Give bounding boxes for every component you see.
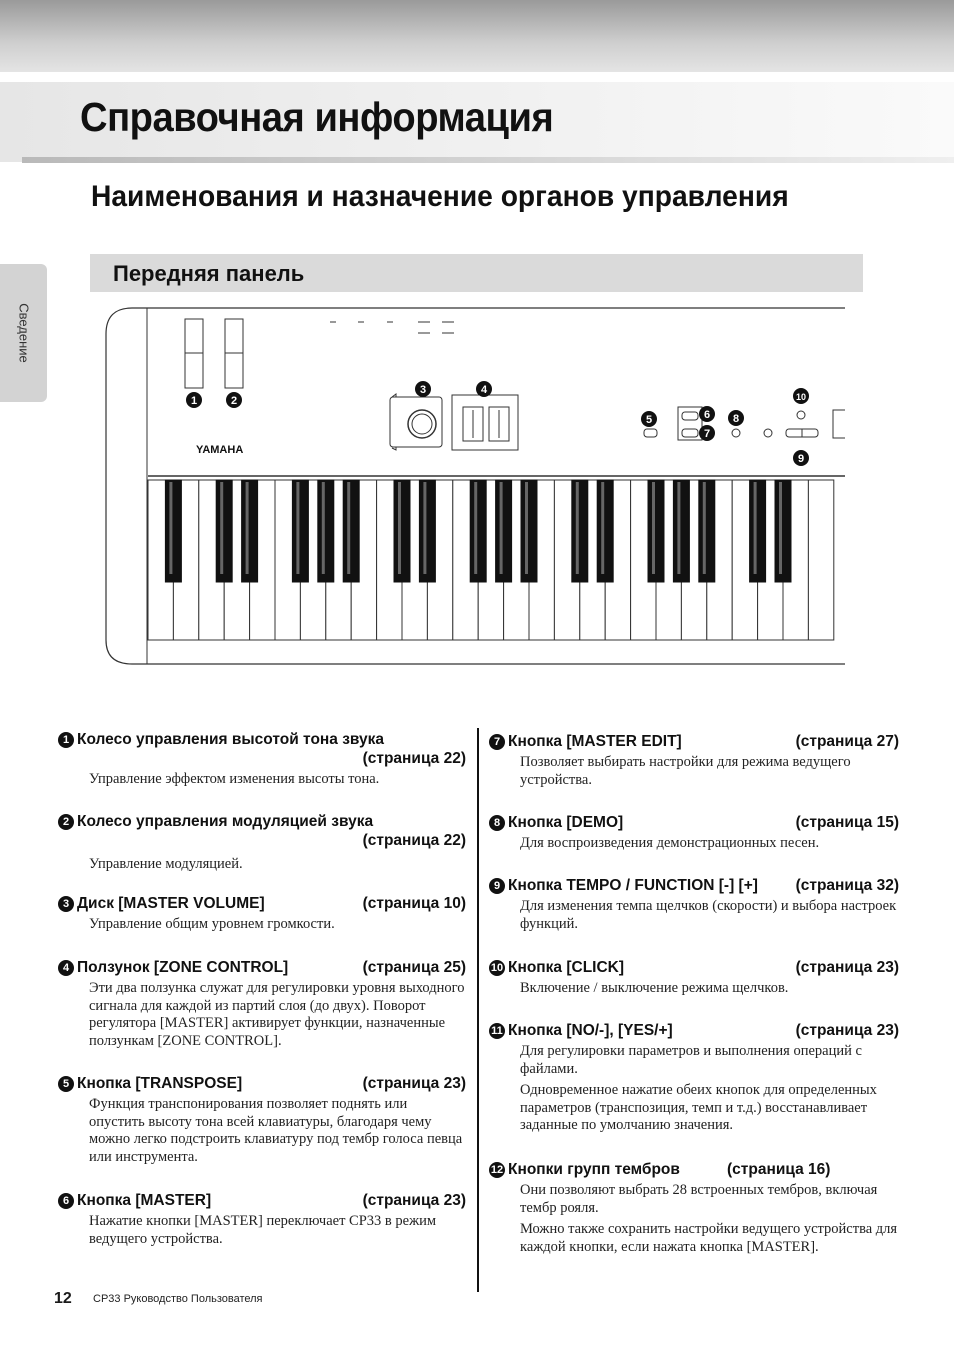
item-text: Позволяет выбирать настройки для режима ведущего устройства.	[520, 754, 851, 788]
item-number: 10	[490, 962, 504, 974]
item-text: Управление модуляцией.	[89, 856, 243, 872]
svg-text:8: 8	[732, 413, 740, 425]
header-band	[0, 0, 954, 72]
item-zone-control	[58, 958, 466, 1050]
item-page: (страница 25)	[362, 959, 466, 976]
item-demo	[489, 813, 899, 853]
black-key-shine	[296, 482, 299, 574]
title-rule	[22, 157, 954, 163]
item-number: 4	[58, 960, 74, 976]
side-tab	[0, 264, 47, 402]
black-key-shine	[652, 482, 655, 574]
svg-text:10: 10	[795, 392, 807, 402]
front-panel-diagram	[100, 300, 845, 670]
black-key	[242, 480, 258, 582]
black-key	[470, 480, 486, 582]
item-master	[58, 1191, 466, 1248]
column-divider	[477, 728, 479, 1292]
black-key	[419, 480, 435, 582]
callout-5	[641, 411, 657, 427]
black-key-shine	[347, 482, 350, 574]
item-number: 9	[489, 878, 505, 894]
item-tempo-function	[489, 876, 899, 933]
white-key	[808, 480, 833, 640]
callout-3	[415, 381, 431, 397]
keyboard	[148, 476, 845, 640]
item-number: 12	[490, 1164, 504, 1176]
svg-text:3: 3	[419, 384, 427, 396]
black-key-shine	[576, 482, 579, 574]
item-title: Кнопка [NO/-], [YES/+]	[508, 1022, 673, 1039]
footer-text: CP33 Руководство Пользователя	[93, 1293, 263, 1305]
item-title: Диск [MASTER VOLUME]	[77, 895, 265, 912]
svg-text:5: 5	[645, 414, 653, 426]
callout-9	[793, 450, 809, 466]
black-key-shine	[474, 482, 477, 574]
item-title: Ползунок [ZONE CONTROL]	[77, 959, 289, 976]
subsection-heading: Передняя панель	[113, 261, 305, 286]
black-key-shine	[500, 482, 503, 574]
item-text: Управление общим уровнем громкости.	[89, 916, 335, 932]
svg-text:4: 4	[480, 384, 488, 396]
black-key-shine	[246, 482, 249, 574]
black-key	[673, 480, 689, 582]
svg-text:6: 6	[703, 409, 711, 421]
black-key-shine	[322, 482, 325, 574]
item-text: Эти два ползунка служат для регулировки уровня выходного сигнала для каждой из партий слоя (до двух). Поворот регулятора [MASTER] активирует функции, назначенные ползункам [ZONE CONTROL].	[89, 980, 465, 1049]
item-text: Для воспроизведения демонстрационных песен.	[520, 835, 820, 851]
item-page: (страница 22)	[362, 832, 466, 849]
side-tab-label: Сведение	[16, 303, 31, 363]
item-text: Функция транспонирования позволяет поднять или опустить высоту тона всей клавиатуры, благодаря чему можно легко подстроить клавиатуру под тембр голоса певца или инструмента.	[89, 1096, 463, 1165]
black-key-shine	[169, 482, 172, 574]
item-no-yes	[489, 1021, 899, 1135]
callout-6	[699, 406, 715, 422]
yamaha-logo: YAMAHA	[196, 444, 244, 456]
item-page: (страница 15)	[795, 814, 899, 831]
item-number: 2	[58, 814, 74, 830]
svg-text:2: 2	[230, 395, 238, 407]
section-heading: Наименования и назначение органов управления	[91, 180, 789, 213]
callout-8	[728, 410, 744, 426]
item-title: Кнопка [DEMO]	[508, 814, 624, 831]
black-key-shine	[703, 482, 706, 574]
item-text: Для регулировки параметров и выполнения операций с файлами.	[520, 1043, 862, 1077]
item-page: (страница 23)	[362, 1192, 466, 1209]
black-key	[775, 480, 791, 582]
item-modulation	[58, 812, 466, 874]
item-title: Кнопки групп тембров	[508, 1161, 680, 1178]
black-key	[343, 480, 359, 582]
item-text: Нажатие кнопки [MASTER] переключает CP33 в режим ведущего устройства.	[89, 1213, 437, 1247]
black-key	[699, 480, 715, 582]
black-key	[165, 480, 181, 582]
black-key	[648, 480, 664, 582]
black-key	[521, 480, 537, 582]
black-key-shine	[423, 482, 426, 574]
item-title: Колесо управления модуляцией звука	[77, 813, 374, 830]
svg-text:9: 9	[797, 453, 805, 465]
item-number: 5	[58, 1076, 74, 1092]
black-key	[597, 480, 613, 582]
page-title: Справочная информация	[80, 94, 554, 140]
black-key	[572, 480, 588, 582]
black-key-shine	[779, 482, 782, 574]
callout-10	[793, 388, 809, 404]
item-click	[489, 958, 899, 998]
item-master-edit	[489, 732, 899, 789]
callout-2	[226, 392, 242, 408]
item-title: Колесо управления высотой тона звука	[77, 731, 385, 748]
item-title: Кнопка [TRANSPOSE]	[77, 1075, 243, 1092]
svg-text:7: 7	[703, 428, 711, 440]
transpose-button	[644, 429, 657, 437]
item-page: (страница 32)	[795, 877, 899, 894]
item-title: Кнопка [MASTER]	[77, 1192, 212, 1209]
black-key	[216, 480, 232, 582]
item-text: Можно также сохранить настройки ведущего устройства для каждой кнопки, если нажата кнопка [MASTER].	[520, 1221, 898, 1255]
item-number: 6	[58, 1193, 74, 1209]
zone-control-sliders	[452, 395, 518, 450]
item-page: (страница 23)	[795, 959, 899, 976]
demo-button	[732, 429, 740, 437]
black-key	[394, 480, 410, 582]
item-text: Одновременное нажатие обеих кнопок для определенных параметров (транспозиция, темп и т.д.) восстанавливает заданные по умолчанию значения.	[520, 1082, 877, 1133]
item-page: (страница 10)	[362, 895, 466, 912]
item-page: (страница 27)	[795, 733, 899, 750]
black-key-shine	[398, 482, 401, 574]
black-key-shine	[677, 482, 680, 574]
item-number: 3	[58, 896, 74, 912]
item-number: 11	[489, 1023, 505, 1039]
click-button	[797, 411, 805, 419]
item-master-volume	[58, 894, 466, 934]
page-number: 12	[54, 1290, 72, 1307]
black-key	[750, 480, 766, 582]
callout-4	[476, 381, 492, 397]
item-text: Включение / выключение режима щелчков.	[520, 980, 789, 996]
callout-1	[186, 392, 202, 408]
item-transpose	[58, 1074, 466, 1166]
callout-7	[699, 425, 715, 441]
item-page: (страница 22)	[362, 750, 466, 767]
item-text: Для изменения темпа щелчков (скорости) и выбора настроек функций.	[520, 898, 897, 932]
black-key-shine	[754, 482, 757, 574]
master-edit-button	[682, 429, 698, 437]
black-key-shine	[525, 482, 528, 574]
item-text: Они позволяют выбрать 28 встроенных тембров, включая тембр рояля.	[520, 1182, 878, 1216]
item-number: 1	[58, 732, 74, 748]
svg-text:1: 1	[190, 395, 198, 407]
item-title: Кнопка [MASTER EDIT]	[508, 733, 682, 750]
black-key-shine	[220, 482, 223, 574]
item-voice-groups	[489, 1160, 899, 1256]
item-page: (страница 16)	[727, 1161, 831, 1178]
master-button	[682, 412, 698, 420]
item-number: 8	[489, 815, 505, 831]
item-page: (страница 23)	[362, 1075, 466, 1092]
black-key	[318, 480, 334, 582]
item-title: Кнопка [CLICK]	[508, 959, 625, 976]
item-pitch-bend	[58, 730, 466, 789]
black-key	[496, 480, 512, 582]
black-key	[292, 480, 308, 582]
item-text: Управление эффектом изменения высоты тона.	[89, 771, 380, 787]
item-title: Кнопка TEMPO / FUNCTION [-] [+]	[508, 877, 758, 894]
item-page: (страница 23)	[795, 1022, 899, 1039]
item-number: 7	[489, 734, 505, 750]
black-key-shine	[601, 482, 604, 574]
